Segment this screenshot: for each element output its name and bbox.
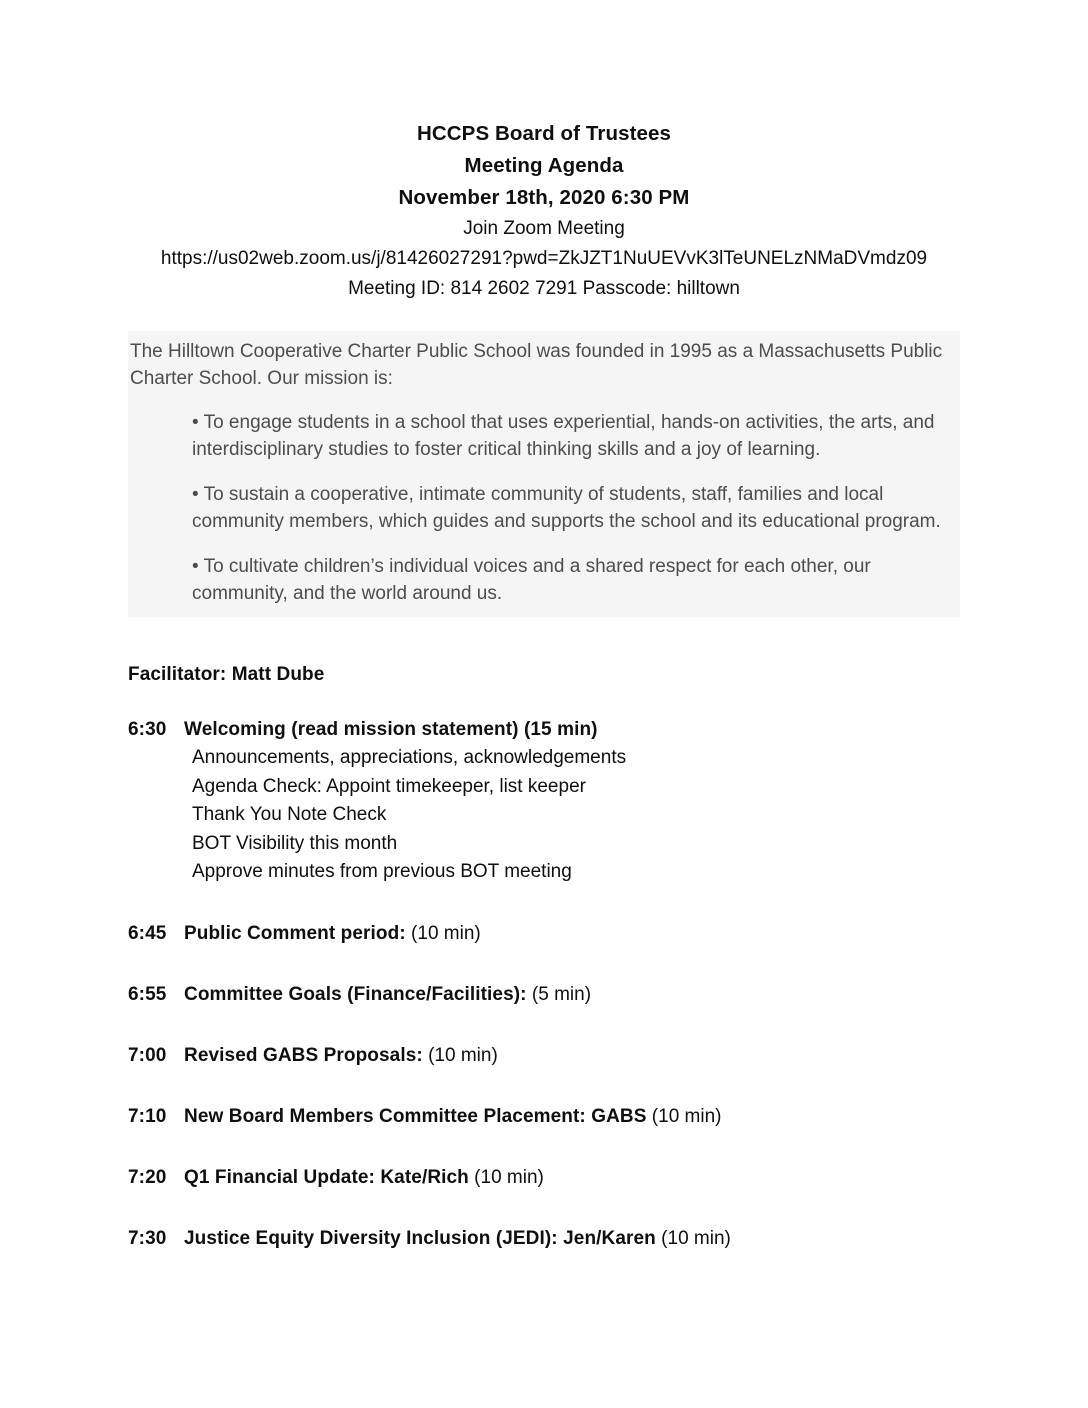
mission-statement-block [128,331,960,617]
agenda-item-title: Q1 Financial Update: Kate/Rich [184,1166,469,1188]
facilitator-label: Facilitator: Matt Dube [128,664,325,685]
agenda-item-heading [184,1225,731,1253]
agenda-item-heading [184,920,481,948]
agenda-item [128,981,960,1009]
join-zoom-label: Join Zoom Meeting [463,218,625,239]
agenda-subline: Thank You Note Check [192,804,387,825]
agenda-item-time: 7:10 [128,1105,167,1127]
agenda-item [128,1225,960,1253]
agenda-subline: Announcements, appreciations, acknowledgements [192,747,627,768]
meeting-id-passcode: Meeting ID: 814 2602 7291 Passcode: hilltown [348,278,740,299]
agenda-item-title: Committee Goals (Finance/Facilities): [184,983,527,1005]
agenda-item-duration: (10 min) [422,1044,498,1066]
list-item: • To engage students in a school that uses experiential, hands-on activities, the arts, and interdisciplinary studies to foster critical thinking skills and a joy of learning. [192,412,935,460]
agenda-item [128,920,960,948]
page-title: Meeting Agenda [464,154,624,177]
agenda-item-duration: (10 min) [405,922,481,944]
agenda-item-time: 7:30 [128,1227,167,1249]
agenda-item-title: Justice Equity Diversity Inclusion (JEDI): Jen/Karen [184,1227,656,1249]
agenda-item [128,1103,960,1131]
agenda-item [128,716,960,887]
agenda-subline: Approve minutes from previous BOT meeting [192,861,572,882]
agenda-item-heading [184,981,591,1009]
agenda-item-time: 7:00 [128,1044,167,1066]
agenda-item-title: Public Comment period: [184,922,406,944]
agenda-item-heading [184,1164,544,1192]
agenda-list [128,716,960,1253]
list-item: • To cultivate children’s individual voices and a shared respect for each other, our community, and the world around us. [192,556,871,604]
agenda-item-duration: (10 min) [468,1166,544,1188]
org-title: HCCPS Board of Trustees [416,122,672,145]
agenda-item-heading [184,1042,498,1070]
agenda-item-duration: (5 min) [526,983,592,1005]
agenda-item-time: 6:30 [128,719,167,740]
agenda-subline: BOT Visibility this month [192,832,398,854]
agenda-item-heading [184,1103,722,1131]
agenda-item-duration: (10 min) [655,1227,731,1249]
agenda-item-duration: (10 min) [646,1105,722,1127]
agenda-item-title: New Board Members Committee Placement: GABS [184,1105,647,1127]
mission-bullet-list [128,410,960,607]
agenda-item-heading [184,716,598,744]
list-item: • To sustain a cooperative, intimate community of students, staff, families and local community members, which guides and supports the school and its educational program. [192,484,941,532]
agenda-item-title: Welcoming (read mission statement) (15 min) [184,719,598,740]
meeting-datetime: November 18th, 2020 6:30 PM [398,186,690,209]
agenda-item-time: 7:20 [128,1166,167,1188]
mission-intro: The Hilltown Cooperative Charter Public School was founded in 1995 as a Massachusetts Public Charter School. Our mission is: [130,341,943,389]
agenda-item [128,1042,960,1070]
agenda-item [128,1164,960,1192]
zoom-meeting-link[interactable]: https://us02web.zoom.us/j/81426027291?pwd=ZkJZT1NuUEVvK3lTeUNELzNMaDVmdz09 [160,248,928,269]
agenda-subline: Agenda Check: Appoint timekeeper, list keeper [192,775,586,797]
agenda-item-time: 6:55 [128,983,167,1005]
agenda-item-title: Revised GABS Proposals: [184,1044,423,1066]
document-header [128,118,960,304]
agenda-item-time: 6:45 [128,922,167,944]
